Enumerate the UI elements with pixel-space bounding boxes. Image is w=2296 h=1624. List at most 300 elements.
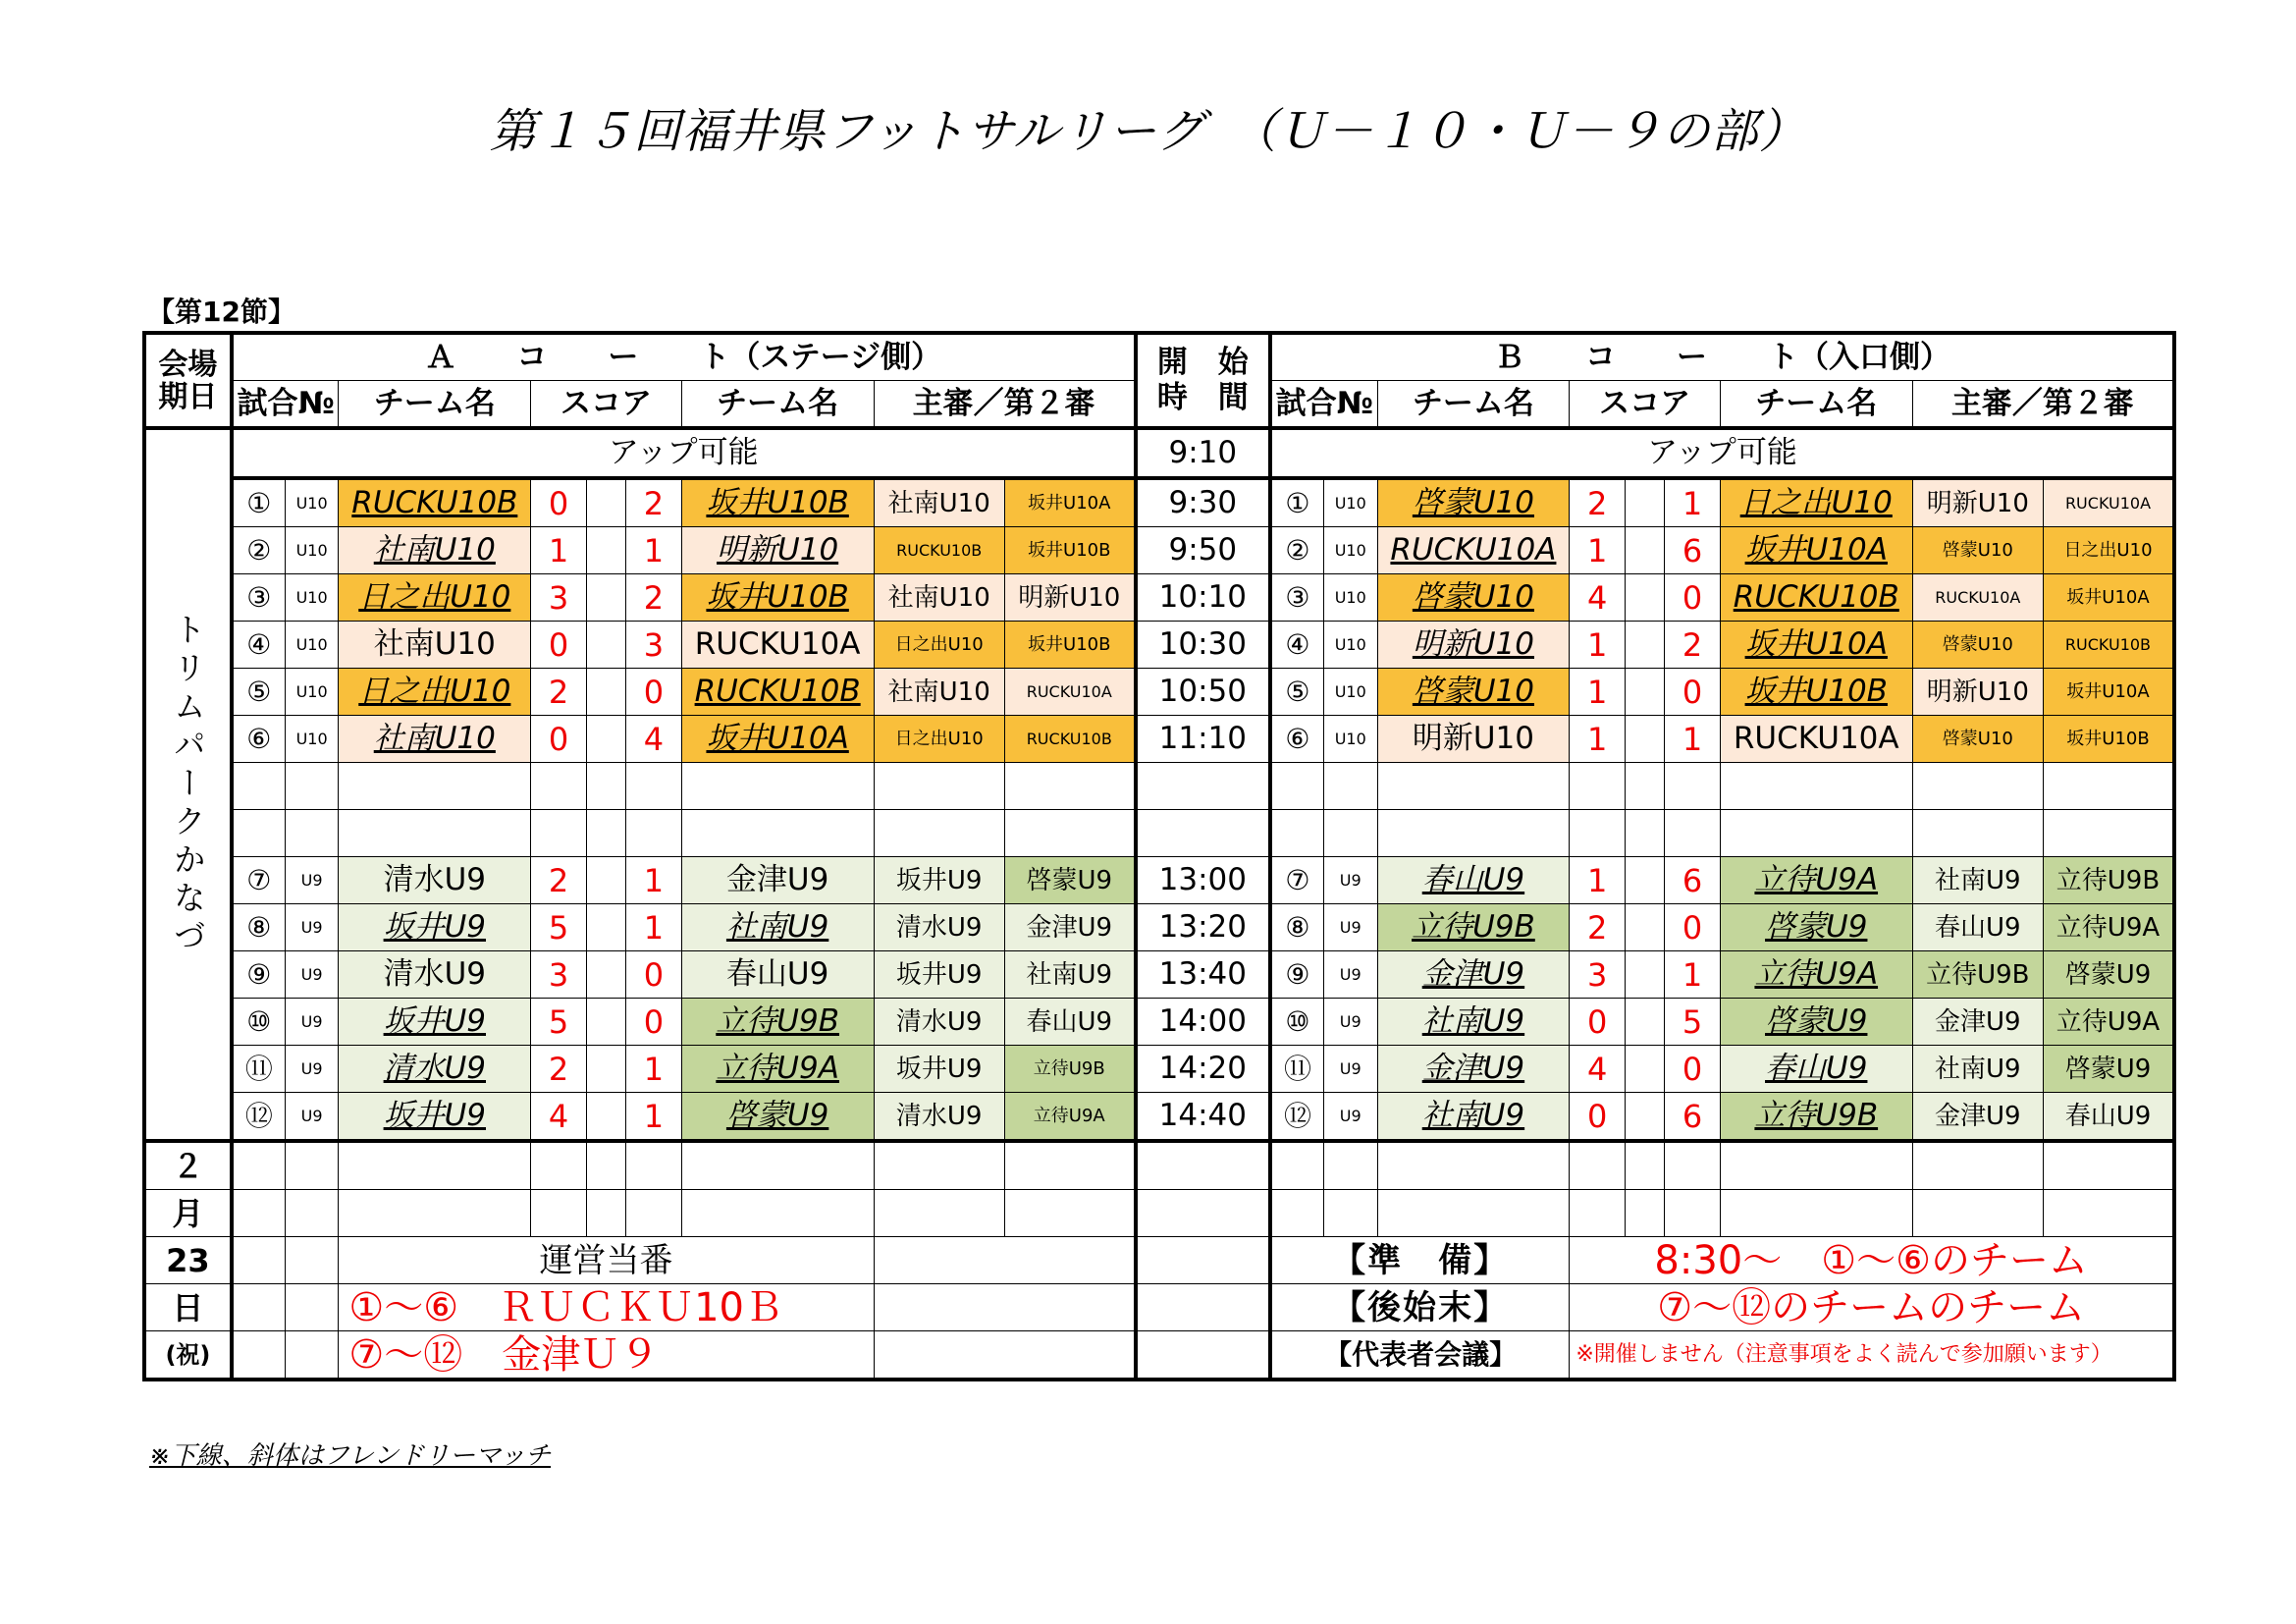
team-away: 坂井U10B <box>681 574 874 622</box>
score-away: 5 <box>1665 999 1721 1046</box>
team-away: RUCKU10B <box>1720 574 1912 622</box>
empty-score-home <box>1570 810 1626 857</box>
empty-score-away <box>626 1190 682 1237</box>
referee-main: 社南U9 <box>1912 857 2043 904</box>
empty-referee-second <box>1004 1141 1135 1190</box>
bottom-row <box>144 1331 2174 1380</box>
bottom-row <box>144 1190 2174 1237</box>
referee-main: 清水U9 <box>874 904 1004 951</box>
empty-match-number <box>232 763 286 810</box>
start-time: 10:30 <box>1136 622 1270 669</box>
referee-second: 啓蒙U9 <box>1004 857 1135 904</box>
venue-cell: トリムパークかなづ <box>144 428 232 1141</box>
empty-team-home <box>1377 810 1570 857</box>
score-away: 3 <box>626 622 682 669</box>
score-separator <box>1625 478 1664 527</box>
score-away: 2 <box>626 478 682 527</box>
team-home: 坂井U9 <box>339 1093 531 1142</box>
score-away: 1 <box>1665 716 1721 763</box>
team-away: 社南U9 <box>681 904 874 951</box>
referee-second: 坂井U10B <box>1004 527 1135 574</box>
empty-referee-second <box>2043 810 2174 857</box>
schedule-table <box>142 331 2176 1381</box>
start-time-header: 開 始 時 間 <box>1136 333 1270 428</box>
score-home: 4 <box>1570 574 1626 622</box>
score-away: 6 <box>1665 1093 1721 1142</box>
empty-age-group <box>1323 810 1377 857</box>
empty-score-separator <box>586 1190 625 1237</box>
bottom-row <box>144 1284 2174 1331</box>
score-separator <box>586 669 625 716</box>
team-home: 社南U10 <box>339 622 531 669</box>
date-char: 23 <box>144 1237 232 1284</box>
referee-second: 明新U10 <box>1004 574 1135 622</box>
team-home: RUCKU10B <box>339 478 531 527</box>
match-number: ⑫ <box>1270 1093 1324 1142</box>
empty-team-away <box>1720 1190 1912 1237</box>
referee-main: 啓蒙U10 <box>1912 716 2043 763</box>
match-number: ⑪ <box>1270 1046 1324 1093</box>
age-group: U10 <box>1323 622 1377 669</box>
match-number: ② <box>232 527 286 574</box>
match-row <box>144 1046 2174 1093</box>
score-separator <box>1625 622 1664 669</box>
age-group: U10 <box>285 574 339 622</box>
referee-main: 坂井U9 <box>874 857 1004 904</box>
referee-second: RUCKU10A <box>2043 478 2174 527</box>
score-home: 2 <box>531 857 587 904</box>
empty-referee <box>874 1237 1136 1284</box>
team-away: 明新U10 <box>681 527 874 574</box>
age-group: U10 <box>1323 527 1377 574</box>
match-number: ② <box>1270 527 1324 574</box>
score-away: 0 <box>626 951 682 999</box>
empty-match-number <box>232 810 286 857</box>
score-separator <box>586 622 625 669</box>
score-home: 4 <box>1570 1046 1626 1093</box>
match-number: ⑦ <box>232 857 286 904</box>
venue-date-header: 会場 期日 <box>144 333 232 428</box>
empty-score-away <box>1665 763 1721 810</box>
score-away: 0 <box>1665 574 1721 622</box>
empty-team-home <box>339 1190 531 1237</box>
match-number: ⑨ <box>232 951 286 999</box>
score-away: 1 <box>626 857 682 904</box>
team-home: 社南U9 <box>1377 1093 1570 1142</box>
age-group: U9 <box>1323 904 1377 951</box>
referee-main: 啓蒙U10 <box>1912 527 2043 574</box>
empty-score-home <box>531 763 587 810</box>
empty-referee-main <box>874 810 1004 857</box>
team-home: 啓蒙U10 <box>1377 669 1570 716</box>
court-b-header: Ｂ コ ー ト（入口側） <box>1270 333 2174 381</box>
score-separator <box>1625 527 1664 574</box>
empty-row <box>144 763 2174 810</box>
page-title: 第１５回福井県フットサルリーグ （Ｕ－１０・Ｕ－９の部） <box>489 104 1807 159</box>
team-home: 啓蒙U10 <box>1377 574 1570 622</box>
team-home: 日之出U10 <box>339 669 531 716</box>
referee-main: 春山U9 <box>1912 904 2043 951</box>
age-group: U9 <box>1323 1046 1377 1093</box>
empty-team-home <box>1377 1141 1570 1190</box>
empty-score-separator <box>1625 763 1664 810</box>
score-home: 2 <box>1570 904 1626 951</box>
score-separator <box>586 1093 625 1142</box>
start-time: 14:20 <box>1136 1046 1270 1093</box>
score-away: 0 <box>1665 669 1721 716</box>
age-group: U10 <box>285 622 339 669</box>
empty-team-home <box>1377 1190 1570 1237</box>
match-number: ③ <box>1270 574 1324 622</box>
score-separator <box>1625 857 1664 904</box>
empty-match-number <box>1270 1141 1324 1190</box>
empty-team-home <box>339 810 531 857</box>
team-away: 坂井U10B <box>681 478 874 527</box>
empty-cell <box>285 1284 339 1331</box>
bottom-row <box>144 1141 2174 1190</box>
referee-second: 啓蒙U9 <box>2043 1046 2174 1093</box>
court-b-match-no-header: 試合№ <box>1270 381 1377 429</box>
referee-second: 金津U9 <box>1004 904 1135 951</box>
team-away: 啓蒙U9 <box>681 1093 874 1142</box>
prep-value: 8:30～ ①～⑥のチーム <box>1570 1237 2174 1284</box>
empty-score-separator <box>1625 810 1664 857</box>
empty-cell <box>232 1237 286 1284</box>
empty-start-time <box>1136 1190 1270 1237</box>
score-separator <box>1625 574 1664 622</box>
score-separator <box>1625 1093 1664 1142</box>
match-row <box>144 478 2174 527</box>
score-separator <box>1625 669 1664 716</box>
score-home: 0 <box>531 622 587 669</box>
score-home: 0 <box>531 716 587 763</box>
age-group: U9 <box>1323 1093 1377 1142</box>
footnote: ※下線、斜体はフレンドリーマッチ <box>149 1441 552 1471</box>
empty-team-away <box>681 763 874 810</box>
empty-referee-main <box>874 1190 1004 1237</box>
empty-score-separator <box>586 810 625 857</box>
empty-age-group <box>1323 1190 1377 1237</box>
empty-team-away <box>681 810 874 857</box>
score-home: 2 <box>1570 478 1626 527</box>
cleanup-label: 【後始末】 <box>1270 1284 1570 1331</box>
empty-team-home <box>1377 763 1570 810</box>
score-home: 4 <box>531 1093 587 1142</box>
team-home: 清水U9 <box>339 1046 531 1093</box>
match-number: ⑫ <box>232 1093 286 1142</box>
date-char: 日 <box>144 1284 232 1331</box>
age-group: U10 <box>285 527 339 574</box>
match-row <box>144 716 2174 763</box>
score-home: 1 <box>1570 622 1626 669</box>
empty-cell <box>285 1141 339 1190</box>
date-char: (祝) <box>144 1331 232 1380</box>
date-char: ２ <box>144 1141 232 1190</box>
match-number: ⑥ <box>1270 716 1324 763</box>
empty-cell <box>232 1284 286 1331</box>
age-group: U9 <box>285 951 339 999</box>
court-a-team1-header: チーム名 <box>339 381 531 429</box>
court-b-referee-header: 主審／第２審 <box>1912 381 2174 429</box>
score-separator <box>586 904 625 951</box>
age-group: U9 <box>285 857 339 904</box>
court-b-team2-header: チーム名 <box>1720 381 1912 429</box>
empty-team-away <box>681 1190 874 1237</box>
score-separator <box>1625 999 1664 1046</box>
team-away: 立待U9B <box>681 999 874 1046</box>
start-time: 9:50 <box>1136 527 1270 574</box>
match-row <box>144 857 2174 904</box>
team-away: 坂井U10A <box>681 716 874 763</box>
score-home: 1 <box>1570 857 1626 904</box>
empty-referee-main <box>1912 763 2043 810</box>
duty-line-1: ①～⑥ ＲＵＣＫＵ10Ｂ <box>339 1284 874 1331</box>
referee-second: 春山U9 <box>1004 999 1135 1046</box>
match-number: ④ <box>1270 622 1324 669</box>
score-separator <box>1625 904 1664 951</box>
start-time: 9:30 <box>1136 478 1270 527</box>
empty-start-time <box>1136 1284 1270 1331</box>
score-away: 0 <box>626 669 682 716</box>
empty-referee-second <box>1004 1190 1135 1237</box>
empty-referee-main <box>1912 810 2043 857</box>
team-away: 春山U9 <box>681 951 874 999</box>
match-number: ⑥ <box>232 716 286 763</box>
age-group: U10 <box>285 669 339 716</box>
team-home: 金津U9 <box>1377 951 1570 999</box>
score-separator <box>586 574 625 622</box>
referee-main: 明新U10 <box>1912 669 2043 716</box>
team-away: 立待U9A <box>1720 951 1912 999</box>
match-number: ⑦ <box>1270 857 1324 904</box>
match-number: ④ <box>232 622 286 669</box>
start-time: 10:10 <box>1136 574 1270 622</box>
team-away: 日之出U10 <box>1720 478 1912 527</box>
referee-second: 立待U9B <box>2043 857 2174 904</box>
team-away: 坂井U10B <box>1720 669 1912 716</box>
team-away: 金津U9 <box>681 857 874 904</box>
empty-team-away <box>1720 763 1912 810</box>
referee-main: 日之出U10 <box>874 716 1004 763</box>
age-group: U9 <box>285 999 339 1046</box>
team-away: RUCKU10A <box>1720 716 1912 763</box>
empty-cell <box>232 1141 286 1190</box>
team-home: 日之出U10 <box>339 574 531 622</box>
empty-age-group <box>1323 763 1377 810</box>
referee-main: 清水U9 <box>874 1093 1004 1142</box>
date-char: 月 <box>144 1190 232 1237</box>
age-group: U9 <box>1323 857 1377 904</box>
score-separator <box>586 478 625 527</box>
team-away: 啓蒙U9 <box>1720 999 1912 1046</box>
score-away: 6 <box>1665 527 1721 574</box>
team-home: 社南U9 <box>1377 999 1570 1046</box>
score-separator <box>1625 716 1664 763</box>
team-away: 立待U9B <box>1720 1093 1912 1142</box>
score-home: 1 <box>531 527 587 574</box>
score-separator <box>1625 951 1664 999</box>
start-time: 14:00 <box>1136 999 1270 1046</box>
team-home: 金津U9 <box>1377 1046 1570 1093</box>
referee-second: 坂井U10B <box>2043 716 2174 763</box>
score-home: 5 <box>531 999 587 1046</box>
age-group: U9 <box>1323 999 1377 1046</box>
match-number: ⑩ <box>232 999 286 1046</box>
score-away: 6 <box>1665 857 1721 904</box>
referee-main: RUCKU10A <box>1912 574 2043 622</box>
referee-main: 社南U10 <box>874 669 1004 716</box>
score-home: 0 <box>1570 999 1626 1046</box>
score-separator <box>586 527 625 574</box>
match-row <box>144 951 2174 999</box>
score-separator <box>1625 1046 1664 1093</box>
empty-start-time <box>1136 1237 1270 1284</box>
score-home: 1 <box>1570 527 1626 574</box>
team-away: 坂井U10A <box>1720 622 1912 669</box>
meeting-value: ※開催しません（注意事項をよく読んで参加願います） <box>1570 1331 2174 1380</box>
empty-referee-second <box>2043 1190 2174 1237</box>
match-row <box>144 999 2174 1046</box>
age-group: U10 <box>1323 669 1377 716</box>
referee-main: 金津U9 <box>1912 1093 2043 1142</box>
match-number: ③ <box>232 574 286 622</box>
team-away: 立待U9A <box>1720 857 1912 904</box>
score-away: 0 <box>1665 1046 1721 1093</box>
court-a-header: Ａ コ ー ト（ステージ側） <box>232 333 1136 381</box>
empty-score-away <box>1665 1141 1721 1190</box>
match-number: ⑪ <box>232 1046 286 1093</box>
court-a-referee-header: 主審／第２審 <box>874 381 1136 429</box>
empty-start-time <box>1136 1331 1270 1380</box>
start-time: 13:40 <box>1136 951 1270 999</box>
empty-match-number <box>1270 763 1324 810</box>
team-away: 立待U9A <box>681 1046 874 1093</box>
team-home: RUCKU10A <box>1377 527 1570 574</box>
empty-referee-main <box>874 763 1004 810</box>
team-home: 春山U9 <box>1377 857 1570 904</box>
start-time: 14:40 <box>1136 1093 1270 1142</box>
referee-main: 社南U10 <box>874 574 1004 622</box>
court-a-match-no-header: 試合№ <box>232 381 339 429</box>
referee-second: 立待U9A <box>1004 1093 1135 1142</box>
match-row <box>144 904 2174 951</box>
score-home: 0 <box>531 478 587 527</box>
start-time: 13:00 <box>1136 857 1270 904</box>
age-group: U10 <box>285 478 339 527</box>
team-away: RUCKU10B <box>681 669 874 716</box>
empty-score-away <box>626 1141 682 1190</box>
empty-team-away <box>1720 1141 1912 1190</box>
warmup-time: 9:10 <box>1136 428 1270 478</box>
score-separator <box>586 1046 625 1093</box>
empty-referee <box>874 1331 1136 1380</box>
empty-cell <box>232 1331 286 1380</box>
match-row <box>144 1093 2174 1142</box>
team-away: 坂井U10A <box>1720 527 1912 574</box>
referee-second: 坂井U10B <box>1004 622 1135 669</box>
empty-start-time <box>1136 763 1270 810</box>
referee-main: RUCKU10B <box>874 527 1004 574</box>
empty-match-number <box>1270 810 1324 857</box>
empty-team-away <box>681 1141 874 1190</box>
age-group: U9 <box>285 1046 339 1093</box>
age-group: U9 <box>285 1093 339 1142</box>
match-row <box>144 669 2174 716</box>
score-home: 2 <box>531 669 587 716</box>
score-home: 2 <box>531 1046 587 1093</box>
empty-score-home <box>1570 763 1626 810</box>
start-time: 13:20 <box>1136 904 1270 951</box>
court-a-team2-header: チーム名 <box>681 381 874 429</box>
referee-main: 明新U10 <box>1912 478 2043 527</box>
score-away: 1 <box>1665 478 1721 527</box>
score-away: 2 <box>626 574 682 622</box>
start-time: 11:10 <box>1136 716 1270 763</box>
empty-team-home <box>339 1141 531 1190</box>
duty-label: 運営当番 <box>339 1237 874 1284</box>
court-a-score-header: スコア <box>531 381 681 429</box>
age-group: U9 <box>1323 951 1377 999</box>
empty-score-away <box>626 810 682 857</box>
court-b-team1-header: チーム名 <box>1377 381 1570 429</box>
match-row <box>144 574 2174 622</box>
team-home: 社南U10 <box>339 527 531 574</box>
empty-referee-second <box>1004 763 1135 810</box>
empty-score-home <box>531 1190 587 1237</box>
empty-score-away <box>1665 1190 1721 1237</box>
team-home: 清水U9 <box>339 951 531 999</box>
referee-second: RUCKU10B <box>2043 622 2174 669</box>
empty-team-home <box>339 763 531 810</box>
court-a-warmup: アップ可能 <box>232 428 1136 478</box>
empty-referee-second <box>2043 1141 2174 1190</box>
referee-main: 日之出U10 <box>874 622 1004 669</box>
referee-second: RUCKU10A <box>1004 669 1135 716</box>
empty-score-away <box>1665 810 1721 857</box>
match-row <box>144 622 2174 669</box>
empty-score-home <box>531 810 587 857</box>
empty-score-home <box>531 1141 587 1190</box>
empty-referee <box>874 1284 1136 1331</box>
score-home: 5 <box>531 904 587 951</box>
match-number: ⑨ <box>1270 951 1324 999</box>
empty-age-group <box>285 763 339 810</box>
age-group: U10 <box>285 716 339 763</box>
cleanup-value: ⑦～⑫のチームのチーム <box>1570 1284 2174 1331</box>
score-away: 1 <box>626 1093 682 1142</box>
score-separator <box>586 716 625 763</box>
score-separator <box>586 857 625 904</box>
team-away: 啓蒙U9 <box>1720 904 1912 951</box>
age-group: U10 <box>1323 716 1377 763</box>
score-separator <box>586 999 625 1046</box>
match-number: ① <box>232 478 286 527</box>
empty-row <box>144 810 2174 857</box>
score-home: 1 <box>1570 669 1626 716</box>
referee-second: 立待U9B <box>1004 1046 1135 1093</box>
score-home: 1 <box>1570 716 1626 763</box>
empty-start-time <box>1136 810 1270 857</box>
match-number: ⑤ <box>232 669 286 716</box>
score-away: 0 <box>626 999 682 1046</box>
referee-second: 坂井U10A <box>2043 574 2174 622</box>
empty-score-separator <box>1625 1141 1664 1190</box>
age-group: U10 <box>1323 574 1377 622</box>
team-home: 坂井U9 <box>339 999 531 1046</box>
team-home: 立待U9B <box>1377 904 1570 951</box>
empty-cell <box>285 1190 339 1237</box>
referee-second: 啓蒙U9 <box>2043 951 2174 999</box>
